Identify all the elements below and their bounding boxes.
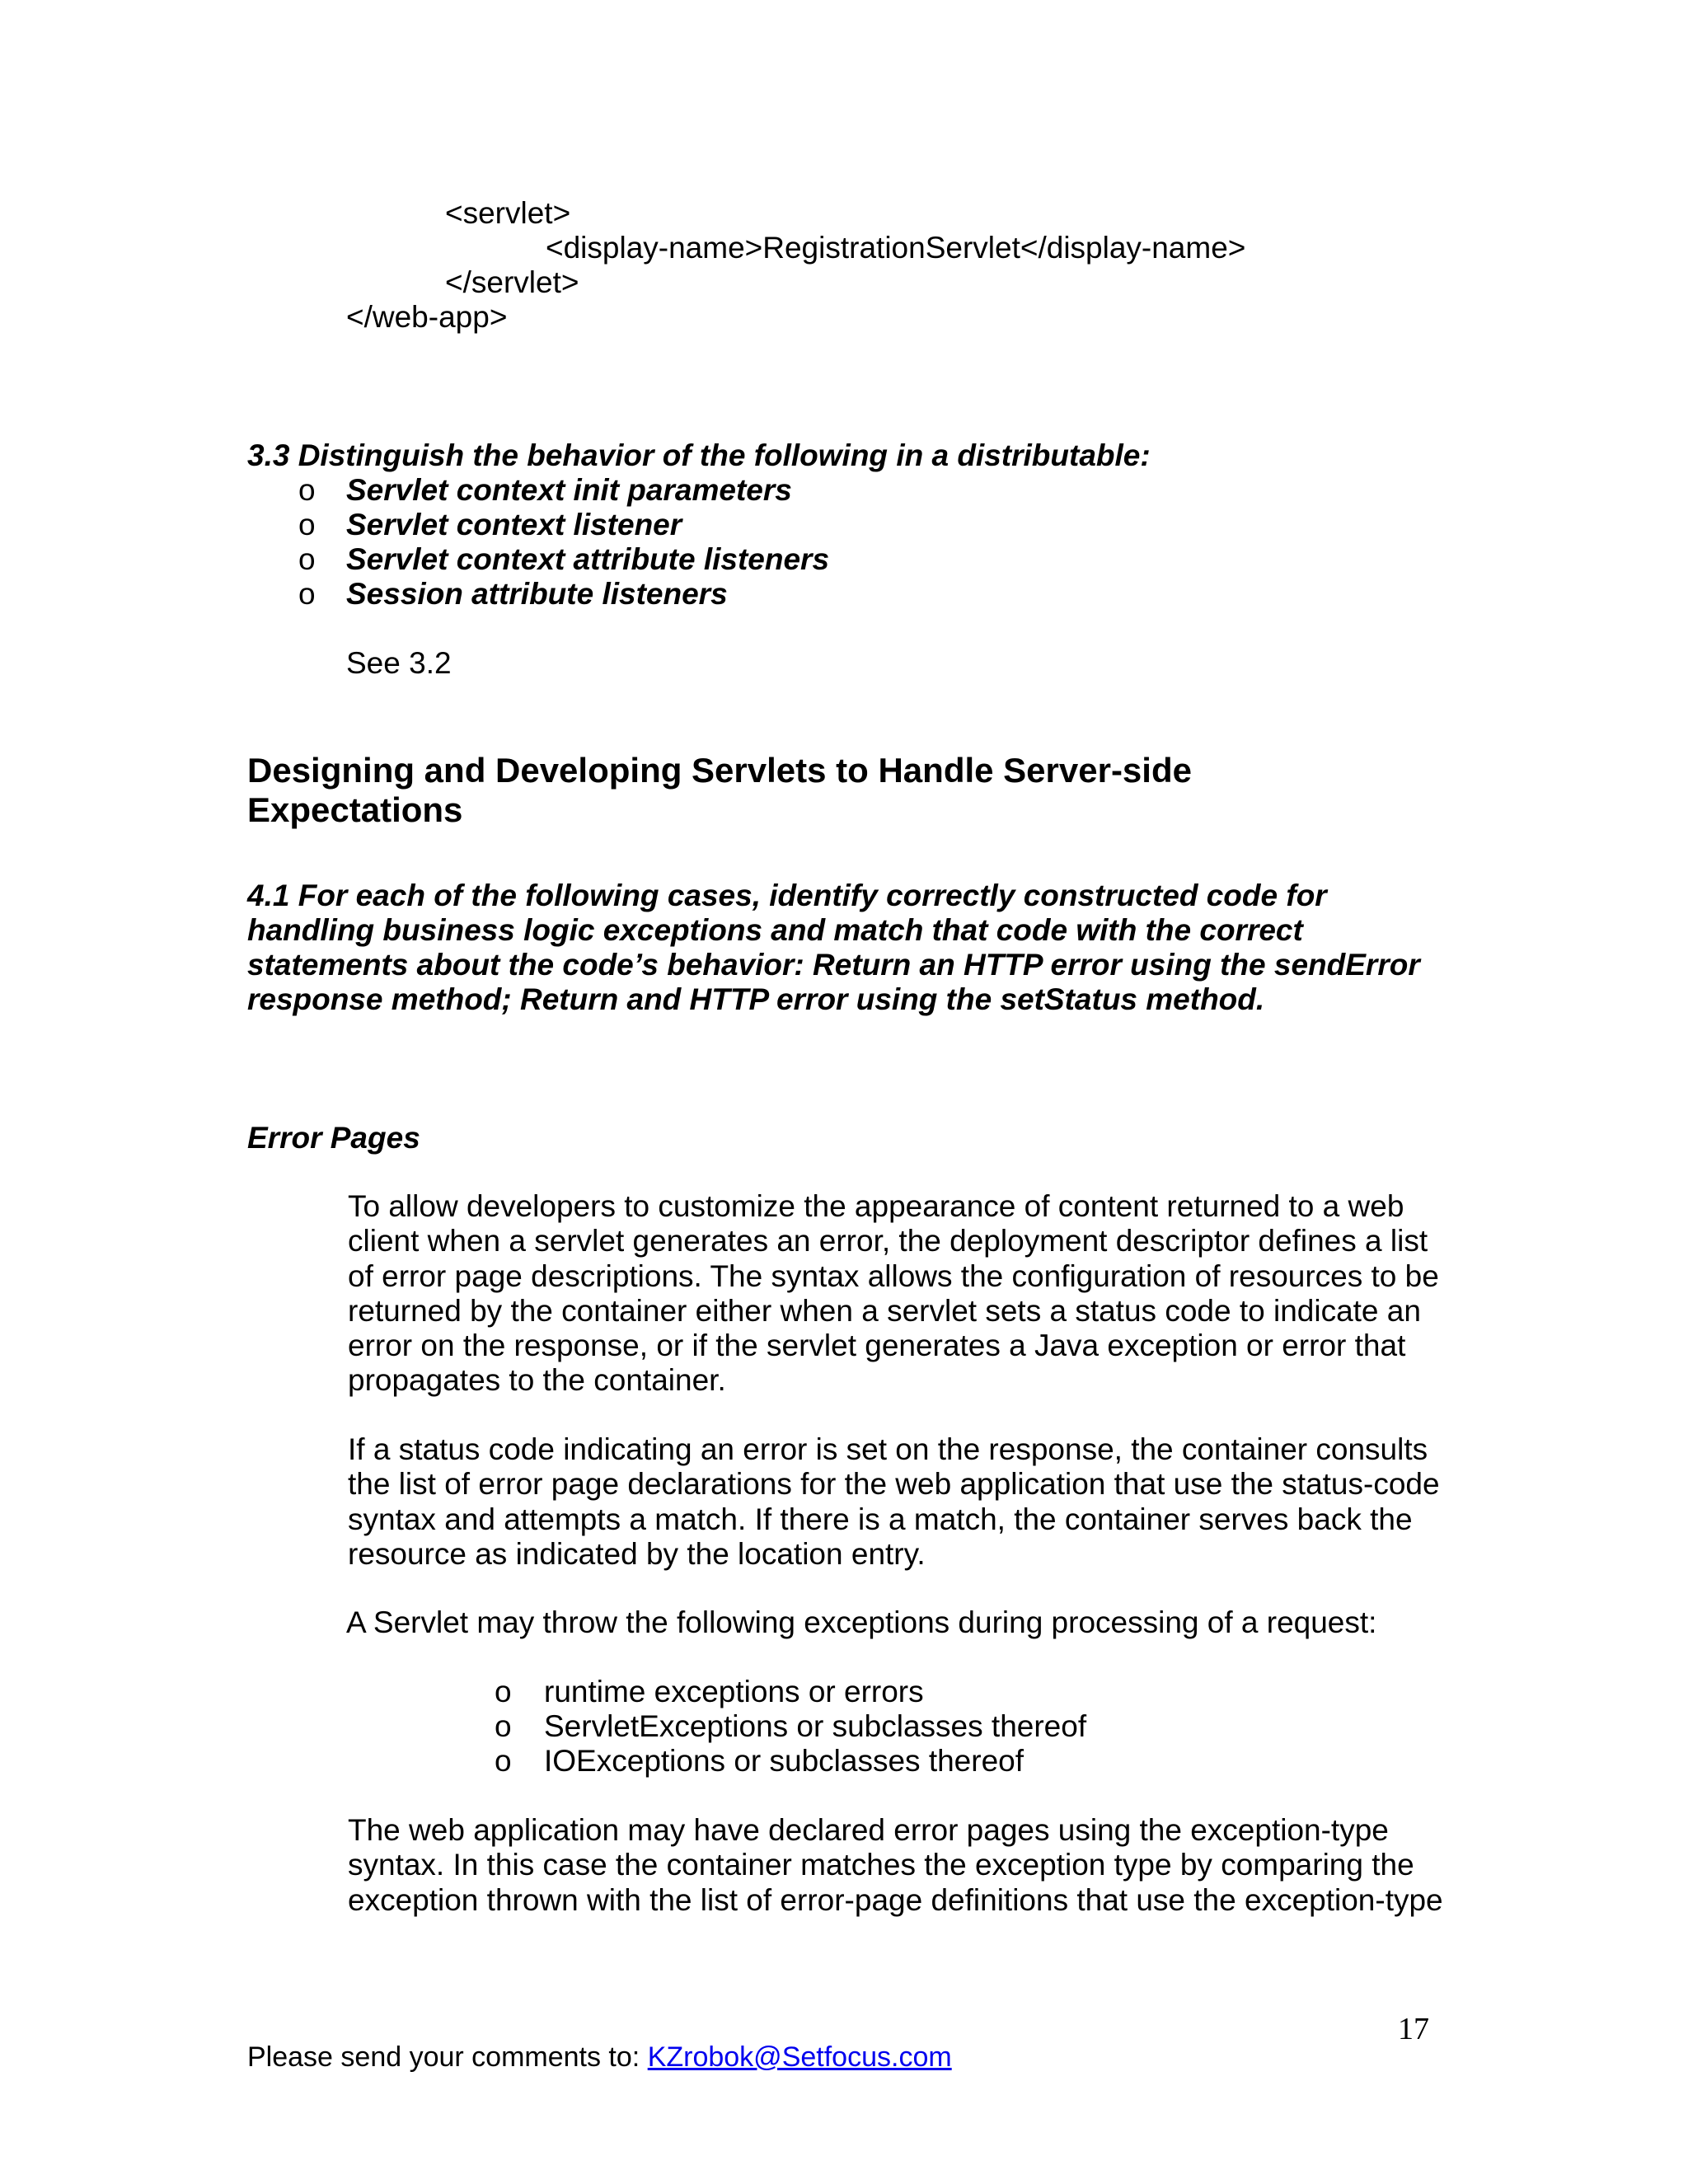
list-item: ServletExceptions or subclasses thereof [544, 1709, 1087, 1743]
code-line-webapp-close: </web-app> [346, 300, 508, 334]
section-4-1-line1: 4.1 For each of the following cases, identify correctly constructed code for [247, 879, 1327, 912]
bullet-marker: o [495, 1709, 512, 1743]
footer-comments-label: Please send your comments to: [247, 2041, 648, 2073]
section-4-1-line4: response method; Return and HTTP error using the setStatus method. [247, 982, 1265, 1016]
list-item: Session attribute listeners [346, 577, 728, 611]
code-line-display-name: <display-name>RegistrationServlet</display-name> [546, 231, 1246, 265]
list-item: Servlet context init parameters [346, 473, 792, 507]
bullet-marker: o [495, 1675, 512, 1708]
error-pages-para2: If a status code indicating an error is set on the response, the container consults the list of error page declarations for the web application that use the status-code syntax and attempts a match. If there is a match, the container serves back the resource as indicated by the location entry. [348, 1432, 1440, 1571]
section-3-3-heading: 3.3 Distinguish the behavior of the following in a distributable: [247, 438, 1151, 472]
bullet-marker: o [298, 473, 316, 507]
bullet-marker: o [298, 542, 316, 576]
list-item: IOExceptions or subclasses thereof [544, 1744, 1025, 1778]
footer-email-link[interactable]: KZrobok@Setfocus.com [647, 2041, 952, 2073]
chapter-title-line2: Expectations [247, 790, 463, 829]
bullet-marker: o [495, 1744, 512, 1778]
list-item: Servlet context attribute listeners [346, 542, 830, 576]
bullet-marker: o [298, 577, 316, 611]
list-item: Servlet context listener [346, 508, 682, 541]
code-line-servlet-open: <servlet> [445, 196, 571, 230]
chapter-title-line1: Designing and Developing Servlets to Handle Server-side [247, 751, 1192, 790]
error-pages-para3: A Servlet may throw the following exceptions during processing of a request: [346, 1605, 1377, 1639]
page-number: 17 [1398, 2012, 1429, 2046]
section-4-1-line2: handling business logic exceptions and match that code with the correct [247, 913, 1303, 947]
error-pages-heading: Error Pages [247, 1121, 420, 1155]
footer-comments [247, 2041, 952, 2074]
error-pages-para1: To allow developers to customize the appearance of content returned to a web client when a servlet generates an error, the deployment descriptor defines a list of error page descriptions. The syntax allows the configuration of resources to be returned by the container either when a servlet sets a status code to indicate an error on the response, or if the servlet generates a Java exception or error that propagates to the container. [348, 1189, 1439, 1398]
code-line-servlet-close: </servlet> [445, 265, 579, 299]
bullet-marker: o [298, 508, 316, 541]
see-reference: See 3.2 [346, 646, 452, 680]
error-pages-para4: The web application may have declared error pages using the exception-type syntax. In this case the container matches the exception type by comparing the exception thrown with the list of error-page definitions that use the exception-type [348, 1813, 1443, 1917]
section-4-1-line3: statements about the code’s behavior: Return an HTTP error using the sendError [247, 948, 1420, 982]
list-item: runtime exceptions or errors [544, 1675, 924, 1708]
